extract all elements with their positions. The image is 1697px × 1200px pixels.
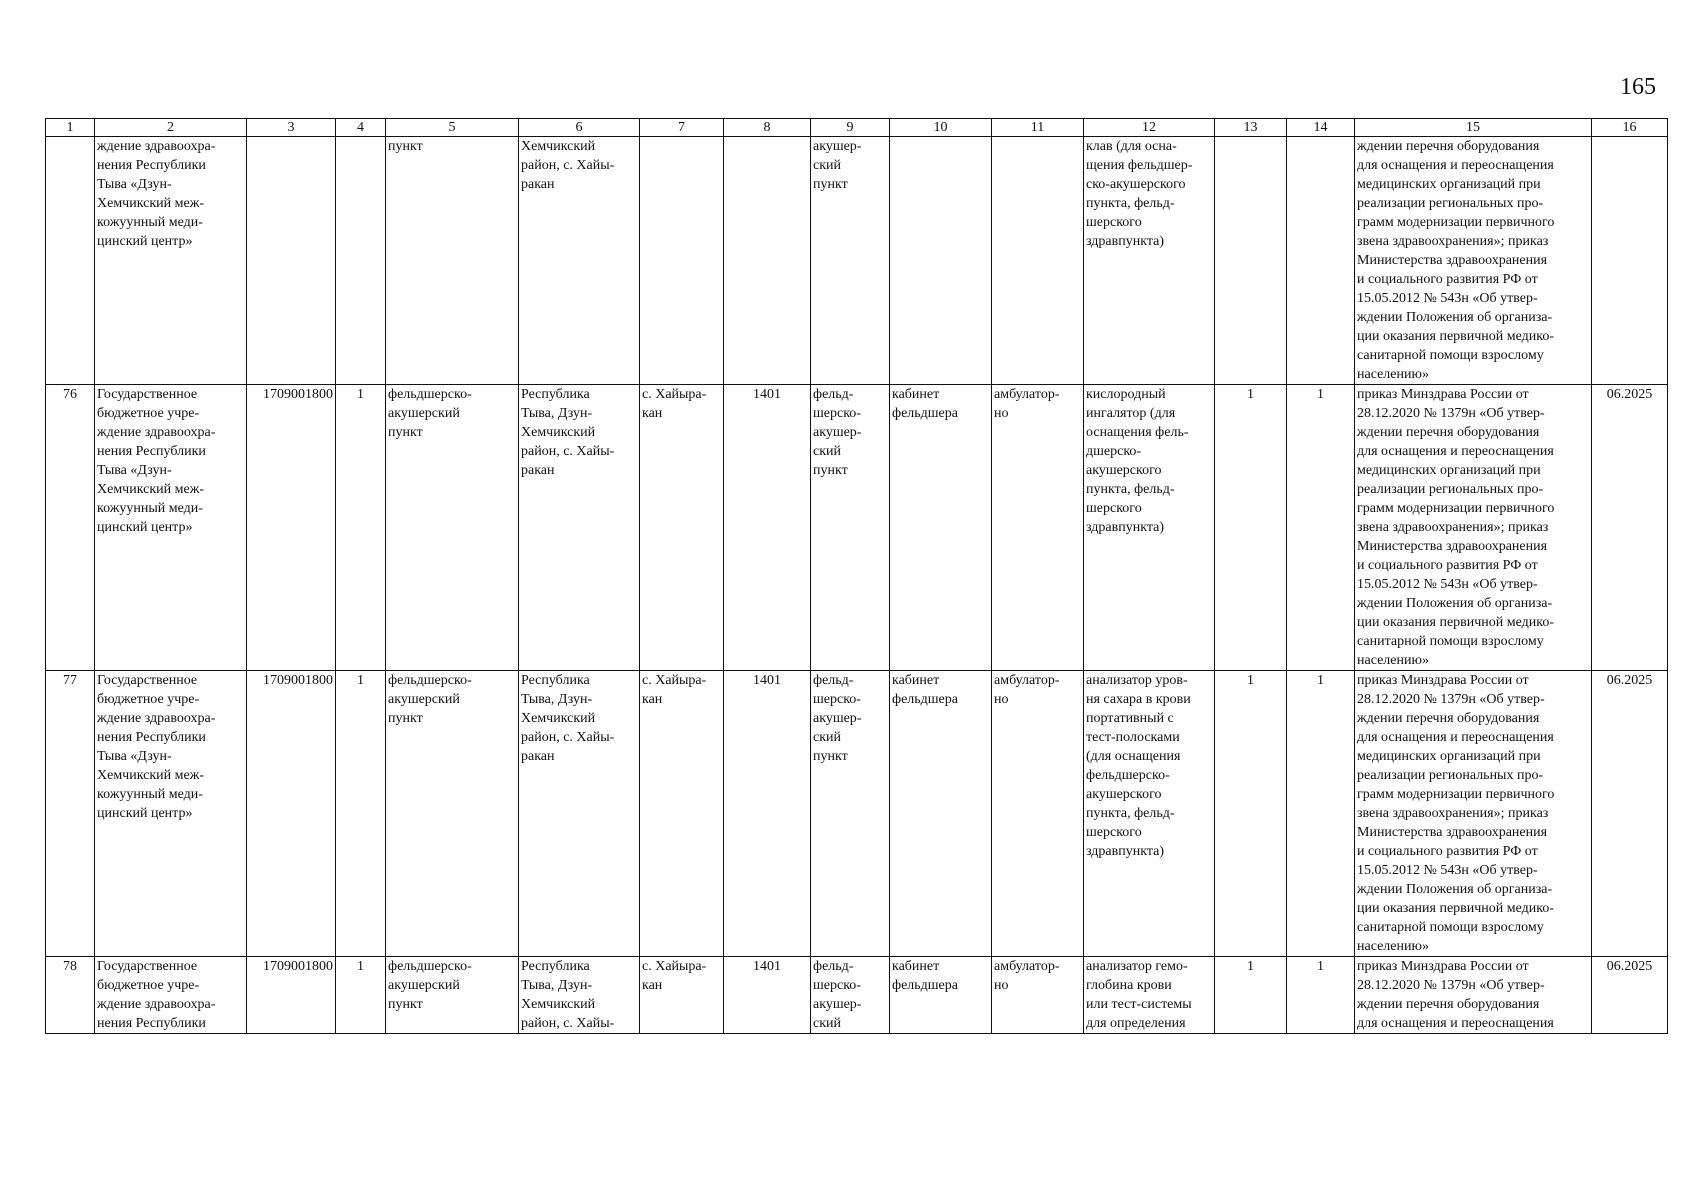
table-row bbox=[46, 957, 1668, 1034]
subdivision-cell: фельд- шерско- акушер- ский пункт bbox=[811, 385, 890, 671]
unit-type-cell: фельдшерско- акушерский пункт bbox=[386, 957, 519, 1034]
date-cell: 06.2025 bbox=[1592, 385, 1668, 671]
column-header: 6 bbox=[519, 119, 640, 137]
room-cell: кабинет фельдшера bbox=[890, 385, 992, 671]
page-number: 165 bbox=[1620, 74, 1656, 100]
table-row bbox=[46, 137, 1668, 385]
number-cell bbox=[724, 137, 811, 385]
count-cell: 1 bbox=[336, 957, 386, 1034]
quantity-required-cell: 1 bbox=[1215, 957, 1287, 1034]
room-cell: кабинет фельдшера bbox=[890, 671, 992, 957]
care-condition-cell: амбулатор- но bbox=[992, 957, 1084, 1034]
number-cell: 1401 bbox=[724, 671, 811, 957]
unit-type-cell: пункт bbox=[386, 137, 519, 385]
subdivision-cell: акушер- ский пункт bbox=[811, 137, 890, 385]
equipment-cell: клав (для осна- щения фельдшер- ско-акушерского пункта, фельд- шерского здравпункта) bbox=[1084, 137, 1215, 385]
room-cell bbox=[890, 137, 992, 385]
column-header: 15 bbox=[1355, 119, 1592, 137]
date-cell bbox=[1592, 137, 1668, 385]
address-cell: Республика Тыва, Дзун- Хемчикский район, с. Хайы- ракан bbox=[519, 671, 640, 957]
column-header: 7 bbox=[640, 119, 724, 137]
code-cell bbox=[247, 137, 336, 385]
equipment-table bbox=[45, 118, 1668, 1034]
quantity-required-cell: 1 bbox=[1215, 385, 1287, 671]
subdivision-cell: фельд- шерско- акушер- ский пункт bbox=[811, 671, 890, 957]
column-header: 11 bbox=[992, 119, 1084, 137]
institution-cell: Государственное бюджетное учре- ждение здравоохра- нения Республики Тыва «Дзун- Хемчикский меж- кожуунный меди- цинский центр» bbox=[95, 385, 247, 671]
address-cell: Республика Тыва, Дзун- Хемчикский район, с. Хайы- ракан bbox=[519, 385, 640, 671]
column-header: 1 bbox=[46, 119, 95, 137]
row-number-cell: 77 bbox=[46, 671, 95, 957]
column-header: 9 bbox=[811, 119, 890, 137]
care-condition-cell: амбулатор- но bbox=[992, 385, 1084, 671]
number-cell: 1401 bbox=[724, 385, 811, 671]
table-row bbox=[46, 671, 1668, 957]
equipment-cell: кислородный ингалятор (для оснащения фель- дшерско- акушерского пункта, фельд- шерского здравпункта) bbox=[1084, 385, 1215, 671]
count-cell bbox=[336, 137, 386, 385]
column-header: 2 bbox=[95, 119, 247, 137]
unit-type-cell: фельдшерско- акушерский пункт bbox=[386, 671, 519, 957]
quantity-required-cell: 1 bbox=[1215, 671, 1287, 957]
quantity-cell bbox=[1287, 137, 1355, 385]
count-cell: 1 bbox=[336, 671, 386, 957]
date-cell: 06.2025 bbox=[1592, 671, 1668, 957]
column-header: 14 bbox=[1287, 119, 1355, 137]
row-number-cell bbox=[46, 137, 95, 385]
regulation-cell: ждении перечня оборудования для оснащения и переоснащения медицинских организаций при реализации региональных про- грамм модернизации первичного звена здравоохранения»; приказ Министерства здравоохранения и социального развития РФ от 15.05.2012 № 543н «Об утвер- ждении Положения об организа- ции оказания первичной медико- санитарной помощи взрослому населению» bbox=[1355, 137, 1592, 385]
settlement-cell bbox=[640, 137, 724, 385]
column-number-header-row bbox=[46, 119, 1668, 137]
quantity-cell: 1 bbox=[1287, 957, 1355, 1034]
column-header: 5 bbox=[386, 119, 519, 137]
subdivision-cell: фельд- шерско- акушер- ский bbox=[811, 957, 890, 1034]
column-header: 8 bbox=[724, 119, 811, 137]
date-cell: 06.2025 bbox=[1592, 957, 1668, 1034]
equipment-cell: анализатор уров- ня сахара в крови портативный с тест-полосками (для оснащения фельдшерско- акушерского пункта, фельд- шерского здравпункта) bbox=[1084, 671, 1215, 957]
column-header: 10 bbox=[890, 119, 992, 137]
settlement-cell: с. Хайыра- кан bbox=[640, 385, 724, 671]
code-cell: 1709001800 bbox=[247, 671, 336, 957]
code-cell: 1709001800 bbox=[247, 385, 336, 671]
quantity-cell: 1 bbox=[1287, 385, 1355, 671]
regulation-cell: приказ Минздрава России от 28.12.2020 № 1379н «Об утвер- ждении перечня оборудования для оснащения и переоснащения медицинских организаций при реализации региональных про- грамм модернизации первичного звена здравоохранения»; приказ Министерства здравоохранения и социального развития РФ от 15.05.2012 № 543н «Об утвер- ждении Положения об организа- ции оказания первичной медико- санитарной помощи взрослому населению» bbox=[1355, 385, 1592, 671]
care-condition-cell: амбулатор- но bbox=[992, 671, 1084, 957]
regulation-cell: приказ Минздрава России от 28.12.2020 № 1379н «Об утвер- ждении перечня оборудования для оснащения и переоснащения bbox=[1355, 957, 1592, 1034]
code-cell: 1709001800 bbox=[247, 957, 336, 1034]
count-cell: 1 bbox=[336, 385, 386, 671]
regulation-cell: приказ Минздрава России от 28.12.2020 № 1379н «Об утвер- ждении перечня оборудования для оснащения и переоснащения медицинских организаций при реализации региональных про- грамм модернизации первичного звена здравоохранения»; приказ Министерства здравоохранения и социального развития РФ от 15.05.2012 № 543н «Об утвер- ждении Положения об организа- ции оказания первичной медико- санитарной помощи взрослому населению» bbox=[1355, 671, 1592, 957]
column-header: 13 bbox=[1215, 119, 1287, 137]
column-header: 4 bbox=[336, 119, 386, 137]
address-cell: Республика Тыва, Дзун- Хемчикский район, с. Хайы- bbox=[519, 957, 640, 1034]
column-header: 3 bbox=[247, 119, 336, 137]
institution-cell: ждение здравоохра- нения Республики Тыва «Дзун- Хемчикский меж- кожуунный меди- цинский центр» bbox=[95, 137, 247, 385]
column-header: 16 bbox=[1592, 119, 1668, 137]
row-number-cell: 76 bbox=[46, 385, 95, 671]
equipment-cell: анализатор гемо- глобина крови или тест-системы для определения bbox=[1084, 957, 1215, 1034]
quantity-cell: 1 bbox=[1287, 671, 1355, 957]
column-header: 12 bbox=[1084, 119, 1215, 137]
settlement-cell: с. Хайыра- кан bbox=[640, 671, 724, 957]
quantity-required-cell bbox=[1215, 137, 1287, 385]
number-cell: 1401 bbox=[724, 957, 811, 1034]
row-number-cell: 78 bbox=[46, 957, 95, 1034]
settlement-cell: с. Хайыра- кан bbox=[640, 957, 724, 1034]
table-row bbox=[46, 385, 1668, 671]
institution-cell: Государственное бюджетное учре- ждение здравоохра- нения Республики bbox=[95, 957, 247, 1034]
address-cell: Хемчикский район, с. Хайы- ракан bbox=[519, 137, 640, 385]
care-condition-cell bbox=[992, 137, 1084, 385]
unit-type-cell: фельдшерско- акушерский пункт bbox=[386, 385, 519, 671]
institution-cell: Государственное бюджетное учре- ждение здравоохра- нения Республики Тыва «Дзун- Хемчикский меж- кожуунный меди- цинский центр» bbox=[95, 671, 247, 957]
room-cell: кабинет фельдшера bbox=[890, 957, 992, 1034]
